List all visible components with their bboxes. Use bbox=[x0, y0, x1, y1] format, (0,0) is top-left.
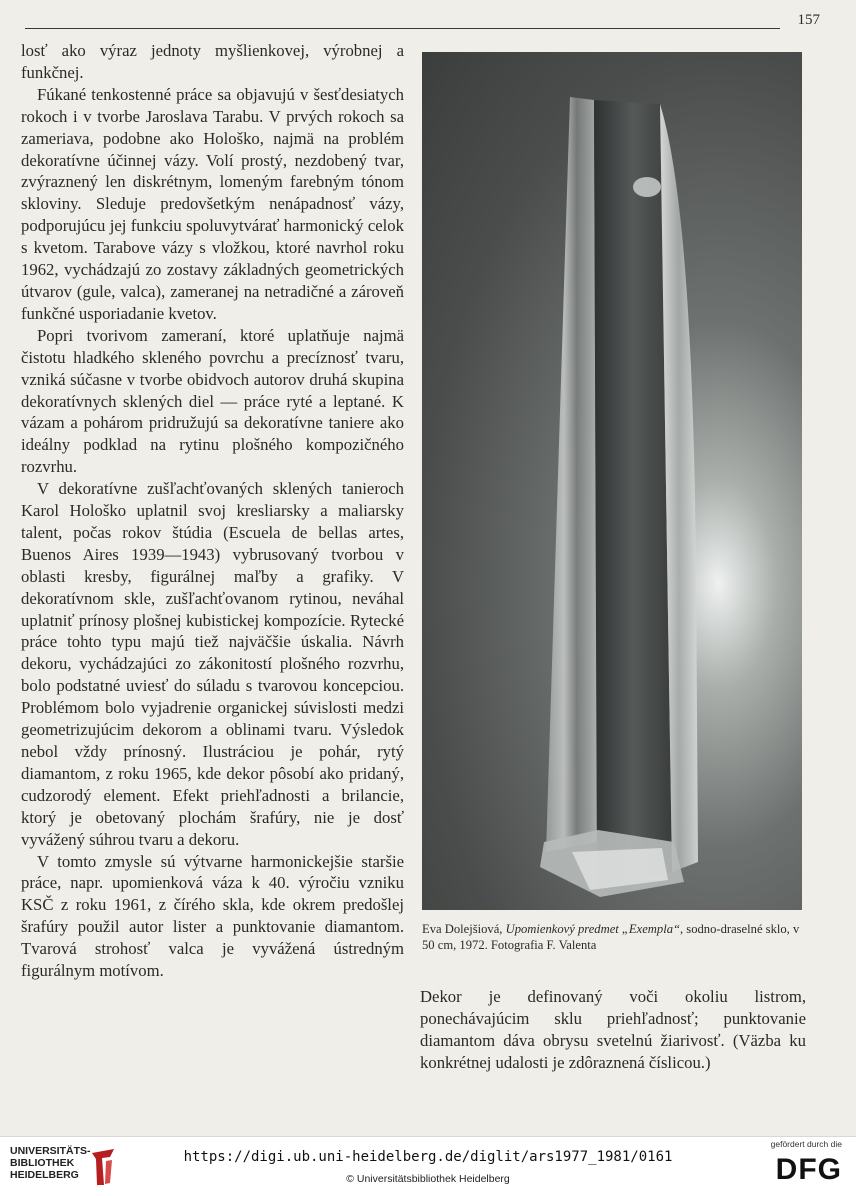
page-number: 157 bbox=[797, 12, 820, 28]
sponsor-label: gefördert durch die bbox=[770, 1139, 842, 1149]
paragraph: V tomto zmysle sú výtvarne harmonickejšie staršie práce, napr. upomienková váza k 40. výročiu vzniku KSČ z roku 1961, z čírého skla, kde okrem predošlej šrafúry použil autor lister a punktovanie diamantom. Tvarová strohosť valca je vyvážená ústredným figurálnym motívom. bbox=[21, 851, 404, 981]
library-name: UNIVERSITÄTS- BIBLIOTHEK HEIDELBERG bbox=[10, 1145, 91, 1181]
glass-object-photo bbox=[422, 52, 802, 910]
right-column-text: Dekor je definovaný voči okoliu listrom, ponechávajúcim sklu priehľadnosť; punktovanie diamantom dáva obrysu svetelnú žiarivosť. (Väzba ku konkrétnej udalosti je zdôraznená číslicou.) bbox=[420, 987, 806, 1072]
paragraph: Fúkané tenkostenné práce sa objavujú v šesťdesiatych rokoch i v tvorbe Jaroslava Tarabu. V prvých rokoch sa zameriava, podobne ako Hološko, najmä na problém dekoratívne účinnej vázy. Volí prostý, nezdobený tvar, zvýraznený len diskrétnym, lomeným farebným tónom skloviny. Sleduje predovšetkým nenápadnosť vázy, podporujúcu jej funkciu spoluvytvárať harmonický celok s kvetom. Tarabove vázy s vložkou, ktoré navrhol roku 1962, vychádzajú zo zostavy základných geometrických útvarov (gule, valca), zameranej na netradičné a zároveň funkčné usporiadanie kvetov. bbox=[21, 84, 404, 323]
paragraph: V dekoratívne zušľachťovaných sklených tanieroch Karol Hološko uplatnil svoj kresliarsky a maliarsky talent, počas rokov štúdia (Escuela de bellas artes, Buenos Aires 1939—1943) vybrusovaný tvorbou v oblasti kresby, figurálnej maľby a grafiky. V dekoratívnom skle, zušľachťovanom rytinou, neváhal uplatniť prínosy plošnej kubistickej kompozície. Rytecké práce tohto typu majú tiež najväčšie úskalia. Návrh dekoru, vychádzajúci zo zákonitostí plošného rozvrhu, bolo podstatné uviesť do súladu s tvarovou koncepciou. Problémom bolo vyjadrenie organickej súvislosti medzi geometrizujúcim dekorom a oblinami tvaru. Výsledok nebol vždy prínosný. Ilustráciou je pohár, rytý diamantom, z roku 1965, kde dekor pôsobí ako pridaný, cudzorodý element. Efekt priehľadnosti a brilancie, ktorý je obetovaný plochám šrafúry, nie je dosť vyvážený súhrou tvaru a dekoru. bbox=[21, 479, 404, 849]
figure-caption bbox=[422, 921, 814, 953]
permalink[interactable]: https://digi.ub.uni-heidelberg.de/diglit/ars1977_1981/0161 bbox=[183, 1149, 673, 1165]
glass-object-illustration bbox=[422, 52, 802, 910]
digital-library-footer bbox=[0, 1136, 856, 1196]
dfg-logo: DFG bbox=[775, 1153, 842, 1186]
caption-author: Eva Dolejšiová, bbox=[422, 922, 506, 936]
paragraph: Popri tvorivom zameraní, ktoré uplatňuje najmä čistotu hladkého skleného povrchu a precíznosť tvaru, vzniká súčasne v tvorbe obidvoch autorov druhá skupina dekoratívnych sklených diel — práce ryté a leptané. K vázam a pohárom pridružujú sa dekoratívne taniere ako ideálny podklad na rytinu plošného kompozičného rozvrhu. bbox=[21, 325, 404, 477]
copyright-notice: © Universitätsbibliothek Heidelberg bbox=[346, 1173, 510, 1185]
caption-details: , sodno-draselné sklo, v 50 cm, 1972. Fotografia F. Valenta bbox=[422, 922, 800, 952]
sponsor-logo[interactable] bbox=[752, 1139, 842, 1193]
header-rule bbox=[25, 28, 780, 29]
main-text-column bbox=[21, 40, 404, 982]
caption-title: Upomienkový predmet „Exempla“ bbox=[505, 922, 680, 936]
paragraph: losť ako výraz jednoty myšlienkovej, výrobnej a funkčnej. bbox=[21, 41, 404, 82]
